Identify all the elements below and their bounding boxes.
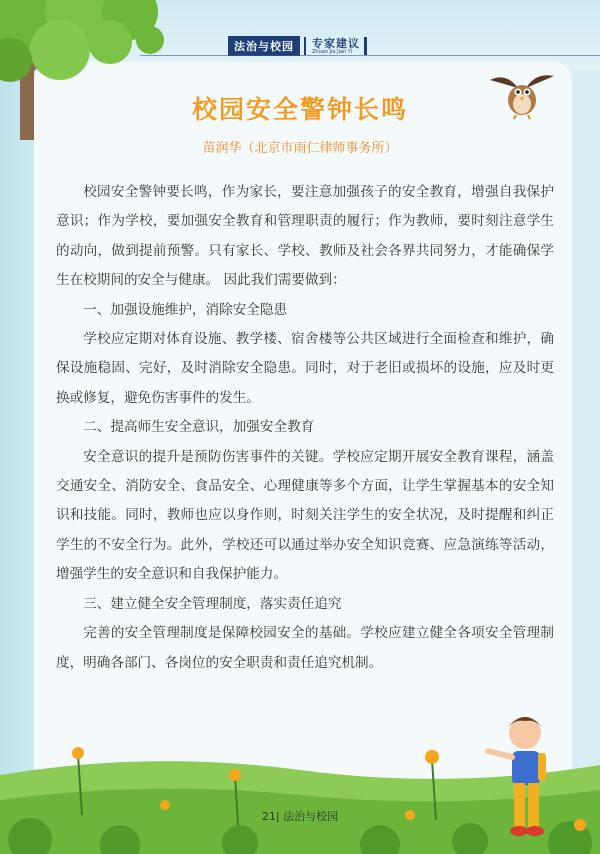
column-title-pinyin: Zhuan Jia Jian Yi [312, 48, 353, 55]
page-footer: 21| 法治与校园 [261, 810, 339, 823]
section-heading-1: 一、加强设施维护，消除安全隐患 [83, 301, 288, 318]
magazine-label: 法治与校园 [228, 36, 300, 56]
article-title: 校园安全警钟长鸣 [191, 95, 408, 124]
column-title-zh: 专家建议 [312, 36, 360, 50]
header-divider-end [364, 37, 367, 55]
section-paragraph-1: 学校应定期对体育设施、教学楼、宿舍楼等公共区域进行全面检查和维护，确保设施稳固、完好，及时消除安全隐患。同时，对于老旧或损坏的设施，应及时更换或修复，避免伤害事件的发生。 [56, 331, 554, 406]
boy-illustration [480, 705, 570, 845]
column-header [228, 36, 367, 56]
footer-magazine: 法治与校园 [283, 810, 339, 823]
column-title [312, 38, 360, 55]
section-heading-3: 三、建立健全安全管理制度，落实责任追究 [83, 595, 342, 612]
header-divider [304, 37, 306, 55]
article-author: 苗润华（北京市雨仁律师事务所） [202, 141, 398, 156]
section-paragraph-3: 完善的安全管理制度是保障校园安全的基础。学校应建立健全各项安全管理制度，明确各部门、各岗位的安全职责和责任追究机制。 [56, 625, 554, 671]
page-number: 21 [261, 810, 276, 823]
intro-paragraph: 校园安全警钟要长鸣，作为家长，要注意加强孩子的安全教育，增强自我保护意识；作为学校，要加强安全教育和管理职责的履行；作为教师，要时刻注意学生的动向，做到提前预警。只有家长、学校、教师及社会各界共同努力，才能确保学生在校期间的安全与健康。 因此我们需要做到： [56, 184, 554, 289]
section-heading-2: 二、提高师生安全意识，加强安全教育 [83, 419, 315, 436]
header-rule [140, 55, 600, 56]
article-body [56, 178, 554, 678]
section-paragraph-2: 安全意识的提升是预防伤害事件的关键。学校应定期开展安全教育课程，涵盖交通安全、消防安全、食品安全、心理健康等多个方面，让学生掌握基本的安全知识和技能。同时，教师也应以身作则，时刻关注学生的安全状况，及时提醒和纠正学生的不安全行为。此外，学校还可以通过举办安全知识竞赛、应急演练等活动，增强学生的安全意识和自我保护能力。 [56, 448, 554, 583]
